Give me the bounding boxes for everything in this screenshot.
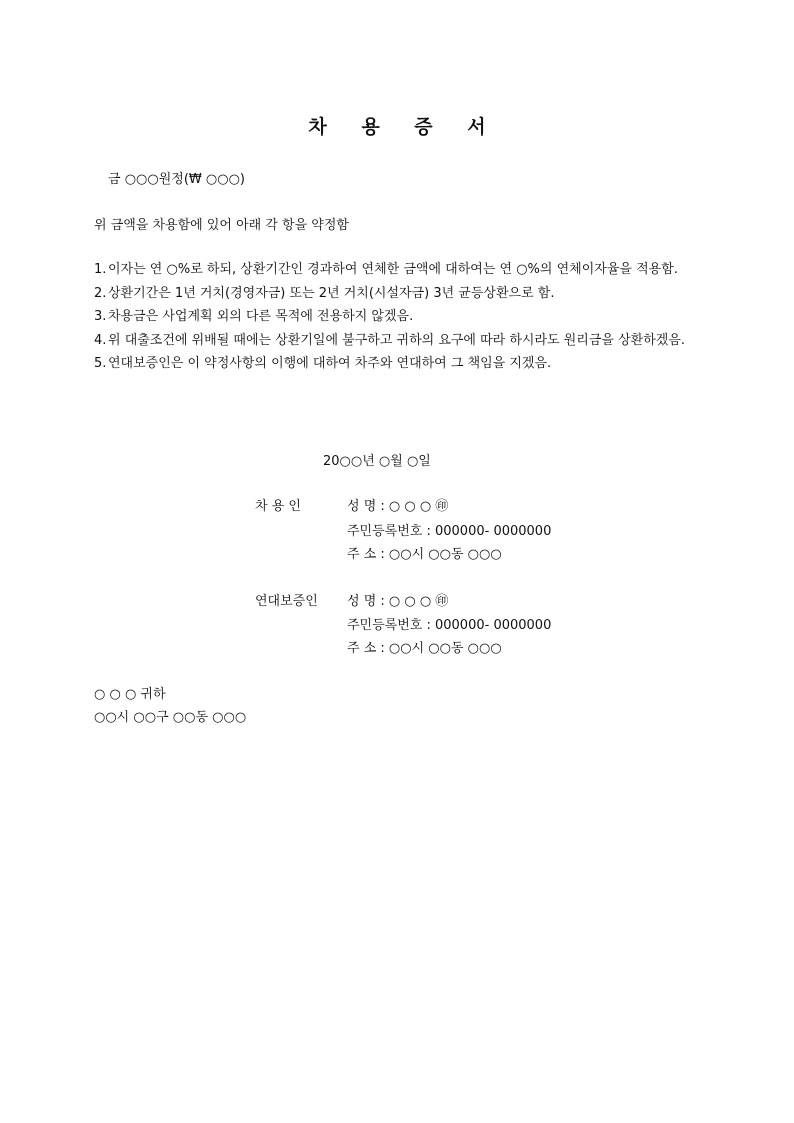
guarantor-role-label: 연대보증인 <box>255 594 318 609</box>
recipient-name: ○ ○ ○ 귀하 <box>94 687 166 702</box>
term-number: 1. <box>94 262 107 277</box>
term-text: 위 대출조건에 위배될 때에는 상환기일에 불구하고 귀하의 요구에 따라 하시라도 원리금을 상환하겠음. <box>108 332 686 348</box>
term-number: 3. <box>94 309 107 324</box>
term-text: 차용금은 사업계획 외의 다른 목적에 전용하지 않겠음. <box>108 309 414 324</box>
term-item <box>94 352 700 376</box>
guarantor-address: 주 소 : ○○시 ○○동 ○○○ <box>347 641 502 656</box>
term-text: 연대보증인은 이 약정사항의 이행에 대하여 차주와 연대하여 그 책임을 지겠음. <box>108 356 552 371</box>
term-text: 상환기간은 1년 거치(경영자금) 또는 2년 거치(시설자금) 3년 균등상환으로 함. <box>108 285 555 301</box>
borrower-name: 성 명 : ○ ○ ○ ㊞ <box>347 499 449 514</box>
recipient-address: ○○시 ○○구 ○○동 ○○○ <box>94 710 247 725</box>
term-text: 이자는 연 ○%로 하되, 상환기간인 경과하여 연체한 금액에 대하여는 연 ○%의 연체이자율을 적용함. <box>108 262 678 277</box>
guarantor-id-number: 주민등록번호 : 000000- 0000000 <box>347 618 552 633</box>
terms-list <box>94 258 700 376</box>
intro-statement: 위 금액을 차용함에 있어 아래 각 항을 약정함 <box>94 218 349 233</box>
borrower-address: 주 소 : ○○시 ○○동 ○○○ <box>347 547 502 562</box>
term-item <box>94 258 700 282</box>
document-title: 차 용 증 서 <box>308 116 500 138</box>
borrower-role-label: 차 용 인 <box>255 499 301 514</box>
guarantor-name: 성 명 : ○ ○ ○ ㊞ <box>347 594 449 609</box>
borrower-id-number: 주민등록번호 : 000000- 0000000 <box>347 524 552 539</box>
term-number: 4. <box>94 332 107 348</box>
term-item <box>94 329 700 353</box>
contract-date: 20○○년 ○월 ○일 <box>323 454 431 469</box>
term-item <box>94 305 700 329</box>
term-number: 5. <box>94 356 107 371</box>
loan-amount: 금 ○○○원정(₩ ○○○) <box>108 172 245 187</box>
term-number: 2. <box>94 285 107 301</box>
term-item <box>94 282 700 306</box>
